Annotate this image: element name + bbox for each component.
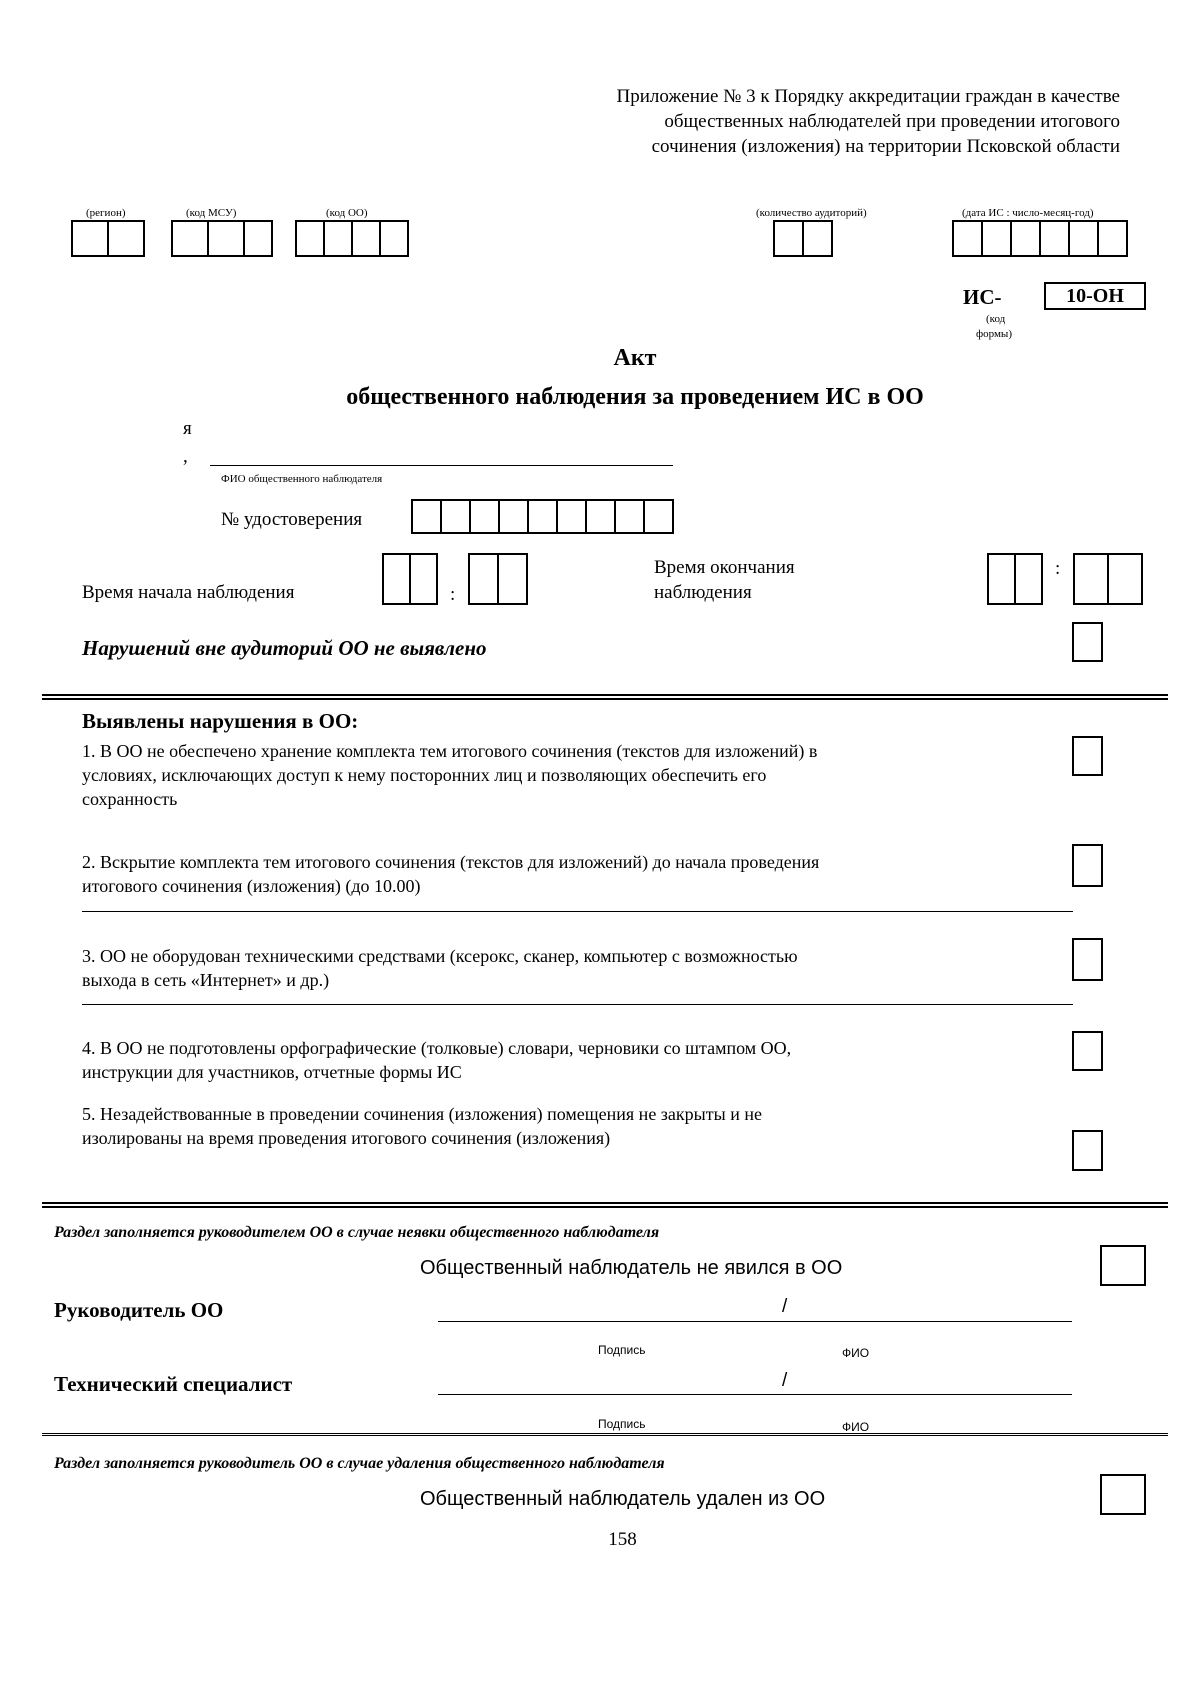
start-hours-cell[interactable]	[382, 553, 411, 605]
form-code-label-2: формы)	[976, 328, 1012, 340]
absence-statement: Общественный наблюдатель не явился в ОО	[420, 1257, 843, 1279]
head-label: Руководитель ОО	[54, 1298, 224, 1322]
violation-item-2	[82, 850, 819, 898]
form-code-box: 10-ОН	[1044, 282, 1146, 310]
violation-item-1	[82, 739, 817, 811]
no-violations-label: Нарушений вне аудиторий ОО не выявлено	[82, 636, 487, 660]
oo-code-cell[interactable]	[379, 220, 409, 257]
oo-code-cell[interactable]	[351, 220, 381, 257]
region-cells[interactable]	[71, 220, 145, 257]
violation-4-line-1: 4. В ОО не подготовлены орфографические (толковые) словари, черновики со штампом ОО,	[82, 1038, 792, 1058]
certificate-cell[interactable]	[643, 499, 674, 534]
oo-code-cell[interactable]	[295, 220, 325, 257]
form-code-prefix: ИС-	[963, 285, 1002, 309]
certificate-cell[interactable]	[527, 499, 558, 534]
removal-section-heading: Раздел заполняется руководитель ОО в случае удаления общественного наблюдателя	[54, 1455, 665, 1472]
violation-1-line-3: сохранность	[82, 789, 178, 809]
observer-fio-label: ФИО общественного наблюдателя	[221, 473, 383, 485]
start-minutes-cell[interactable]	[468, 553, 499, 605]
violation-1-checkbox[interactable]	[1072, 736, 1103, 776]
certificate-label: № удостоверения	[221, 509, 363, 530]
certificate-cell[interactable]	[469, 499, 500, 534]
violation-3-line-2: выхода в сеть «Интернет» и др.)	[82, 970, 330, 990]
certificate-cell[interactable]	[585, 499, 616, 534]
start-hours-cell[interactable]	[409, 553, 438, 605]
violation-4-checkbox[interactable]	[1072, 1031, 1103, 1071]
violation-3-line-1: 3. ОО не оборудован техническими средствами (ксерокс, сканер, компьютер с возможностью	[82, 946, 798, 966]
head-signature-line[interactable]	[438, 1321, 1072, 1322]
certificate-cell[interactable]	[440, 499, 471, 534]
observer-fio-line[interactable]	[210, 465, 673, 466]
msu-code-cells[interactable]	[171, 220, 273, 257]
absence-section-heading: Раздел заполняется руководителем ОО в случае неявки общественного наблюдателя	[54, 1224, 660, 1241]
appendix-line-3: сочинения (изложения) на территории Псковской области	[651, 136, 1120, 157]
exam-date-cell[interactable]	[1068, 220, 1099, 257]
msu-code-cell[interactable]	[243, 220, 273, 257]
region-label: (регион)	[86, 207, 126, 219]
violation-2-underline	[82, 911, 1073, 912]
violation-item-5	[82, 1102, 762, 1150]
violation-5-line-1: 5. Незадействованные в проведении сочинения (изложения) помещения не закрыты и не	[82, 1104, 762, 1124]
certificate-cell[interactable]	[498, 499, 529, 534]
violations-heading: Выявлены нарушения в ОО:	[82, 709, 359, 733]
tech-slash: /	[782, 1370, 788, 1391]
violation-3-checkbox[interactable]	[1072, 938, 1103, 981]
tech-label: Технический специалист	[54, 1372, 293, 1396]
end-time-label-2: наблюдения	[654, 582, 752, 603]
violation-3-underline	[82, 1004, 1073, 1005]
removal-checkbox[interactable]	[1100, 1474, 1146, 1515]
region-cell[interactable]	[71, 220, 109, 257]
appendix-header	[480, 84, 1120, 159]
auditories-count-cells[interactable]	[773, 220, 833, 257]
certificate-cells[interactable]	[411, 499, 674, 534]
end-minutes-cell[interactable]	[1107, 553, 1143, 605]
violation-1-line-2: условиях, исключающих доступ к нему посторонних лиц и позволяющих обеспечить его	[82, 765, 767, 785]
appendix-line-2: общественных наблюдателей при проведении итогового	[664, 111, 1120, 132]
violation-2-line-1: 2. Вскрытие комплекта тем итогового сочинения (текстов для изложений) до начала проведения	[82, 852, 820, 872]
page-number: 158	[608, 1529, 637, 1550]
violation-2-line-2: итогового сочинения (изложения) (до 10.00)	[82, 876, 421, 896]
head-sign-label: Подпись	[598, 1343, 646, 1357]
start-time-label: Время начала наблюдения	[82, 582, 295, 603]
tech-signature-line[interactable]	[438, 1394, 1072, 1395]
tech-sign-label: Подпись	[598, 1417, 646, 1431]
violation-item-4	[82, 1036, 791, 1084]
document-subtitle: общественного наблюдения за проведением ИС в ОО	[346, 384, 924, 410]
end-hours-cell[interactable]	[987, 553, 1016, 605]
auditories-count-cell[interactable]	[802, 220, 833, 257]
oo-code-cells[interactable]	[295, 220, 409, 257]
end-time-colon: :	[1055, 558, 1061, 579]
tech-fio-label: ФИО	[842, 1420, 870, 1434]
msu-code-cell[interactable]	[171, 220, 209, 257]
end-time-label-1: Время окончания	[654, 557, 795, 578]
violation-4-line-2: инструкции для участников, отчетные формы ИС	[82, 1062, 462, 1082]
section-divider	[42, 1202, 1168, 1208]
end-minutes-cells[interactable]	[1073, 553, 1143, 605]
auditories-count-label: (количество аудиторий)	[756, 207, 867, 219]
violation-1-line-1: 1. В ОО не обеспечено хранение комплекта тем итогового сочинения (текстов для изложений) в	[82, 741, 818, 761]
head-slash: /	[782, 1296, 788, 1317]
exam-date-cell[interactable]	[1097, 220, 1128, 257]
exam-date-cell[interactable]	[1010, 220, 1041, 257]
start-minutes-cells[interactable]	[468, 553, 528, 605]
section-divider	[42, 694, 1168, 700]
form-code-label-1: (код	[986, 313, 1006, 325]
start-minutes-cell[interactable]	[497, 553, 528, 605]
head-fio-label: ФИО	[842, 1346, 870, 1360]
violation-item-3	[82, 944, 798, 992]
certificate-cell[interactable]	[614, 499, 645, 534]
absence-checkbox[interactable]	[1100, 1245, 1146, 1286]
exam-date-cell[interactable]	[981, 220, 1012, 257]
oo-code-cell[interactable]	[323, 220, 353, 257]
start-time-colon: :	[450, 584, 456, 605]
exam-date-cell[interactable]	[952, 220, 983, 257]
document-title: Акт	[613, 345, 657, 371]
end-hours-cell[interactable]	[1014, 553, 1043, 605]
violation-5-checkbox[interactable]	[1072, 1130, 1103, 1171]
auditories-count-cell[interactable]	[773, 220, 804, 257]
exam-date-label: (дата ИС : число-месяц-год)	[962, 207, 1094, 219]
comma: ,	[183, 446, 188, 467]
pronoun-ya: я	[183, 418, 192, 439]
end-minutes-cell[interactable]	[1073, 553, 1109, 605]
certificate-cell[interactable]	[556, 499, 587, 534]
section-divider	[42, 1433, 1168, 1436]
end-hours-cells[interactable]	[987, 553, 1043, 605]
region-cell[interactable]	[107, 220, 145, 257]
violation-5-line-2: изолированы на время проведения итогового сочинения (изложения)	[82, 1128, 611, 1148]
no-violations-checkbox[interactable]	[1072, 622, 1103, 662]
exam-date-cell[interactable]	[1039, 220, 1070, 257]
removal-statement: Общественный наблюдатель удален из ОО	[420, 1488, 826, 1510]
msu-code-label: (код МСУ)	[186, 207, 237, 219]
violation-2-checkbox[interactable]	[1072, 844, 1103, 887]
appendix-line-1: Приложение № 3 к Порядку аккредитации граждан в качестве	[616, 86, 1120, 107]
certificate-cell[interactable]	[411, 499, 442, 534]
msu-code-cell[interactable]	[207, 220, 245, 257]
exam-date-cells[interactable]	[952, 220, 1128, 257]
oo-code-label: (код ОО)	[326, 207, 368, 219]
start-hours-cells[interactable]	[382, 553, 438, 605]
